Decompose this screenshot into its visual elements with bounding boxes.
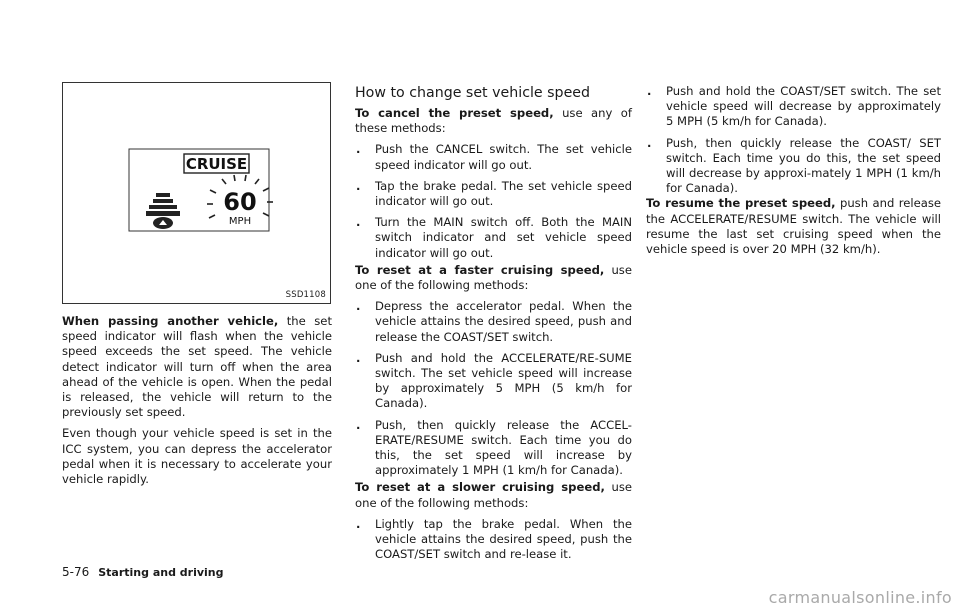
resume-paragraph: [646, 196, 941, 257]
section-heading: How to change set vehicle speed: [355, 85, 591, 101]
cancel-text: use any of these methods:: [355, 106, 632, 136]
cruise-display-figure: [62, 82, 331, 304]
section-name: Starting and driving: [98, 566, 224, 579]
list-item: . Tap the brake pedal. The set vehicle speed indicator will go out.: [356, 178, 632, 209]
passing-paragraph: [62, 314, 332, 420]
list-item: . Push and hold the ACCELERATE/RE-SUME switch. The set vehicle speed will increase by approximately 5 MPH (5 km/h for Canada).: [356, 350, 632, 411]
passing-lead: When passing another vehicle,: [62, 314, 279, 328]
cruise-label: CRUISE: [185, 155, 248, 173]
faster-list: [355, 299, 632, 478]
watermark: carmanualsonline.info: [768, 588, 952, 607]
accelerate-paragraph: Even though your vehicle speed is set in the ICC system, you can depress the accelerator pedal when it is necessary to accelerate your vehicle rapidly.: [62, 426, 332, 487]
page-footer: [62, 565, 224, 579]
column-3: [646, 78, 941, 257]
cancel-list: [355, 142, 632, 260]
list-item: . Push, then quickly release the ACCEL-ERATE/RESUME switch. Each time you do this, the set speed will increase by approximately 1 MPH (1 km/h for Canada).: [356, 417, 632, 478]
resume-text: push and release the ACCELERATE/RESUME switch. The vehicle will resume the last set cruising speed when the vehicle speed is over 20 MPH (32 km/h).: [646, 196, 941, 257]
list-item: . Depress the accelerator pedal. When the vehicle attains the desired speed, push and release the COAST/SET switch.: [356, 299, 632, 344]
list-item: . Push, then quickly release the COAST/ SET switch. Each time you do this, the set speed will decrease by approxi-mately 1 MPH (1 km/h for Canada).: [647, 135, 941, 196]
faster-text: use one of the following methods:: [355, 262, 632, 293]
faster-intro: [355, 263, 632, 293]
cancel-intro: [355, 106, 632, 136]
list-item: . Turn the MAIN switch off. Both the MAIN switch indicator and set vehicle speed indicator will go out.: [356, 215, 632, 260]
list-item: . Lightly tap the brake pedal. When the vehicle attains the desired speed, push the COAST/SET switch and re-lease it.: [356, 516, 632, 562]
set-speed-unit: MPH: [228, 216, 252, 227]
column-2: [355, 84, 632, 562]
passing-text: the set speed indicator will flash when the vehicle speed exceeds the set speed. The vehicle detect indicator will turn off when the area ahead of the vehicle is open. When the pedal is released, the vehicle will return to the previously set speed.: [62, 314, 332, 420]
slower-list: [355, 517, 632, 563]
resume-lead: To resume the preset speed,: [646, 196, 836, 211]
figure-code: SSD1108: [285, 290, 326, 300]
list-item: . Push the CANCEL switch. The set vehicle speed indicator will go out.: [356, 142, 632, 172]
vehicle-detect-icon: [146, 193, 180, 229]
cancel-lead: To cancel the preset speed,: [355, 106, 554, 120]
set-speed-value: 60: [223, 188, 257, 216]
column-1: [62, 314, 332, 487]
slower-list-continued: [646, 84, 941, 196]
slower-text: use one of the following methods:: [355, 480, 632, 510]
slower-lead: To reset at a slower cruising speed,: [355, 480, 605, 495]
list-item: . Push and hold the COAST/SET switch. The set vehicle speed will decrease by approximately 5 MPH (5 km/h for Canada).: [647, 84, 941, 129]
faster-lead: To reset at a faster cruising speed,: [355, 262, 605, 277]
cruise-display-illustration: [63, 83, 332, 305]
slower-intro: [355, 480, 632, 510]
page-number: 5-76: [62, 565, 90, 579]
